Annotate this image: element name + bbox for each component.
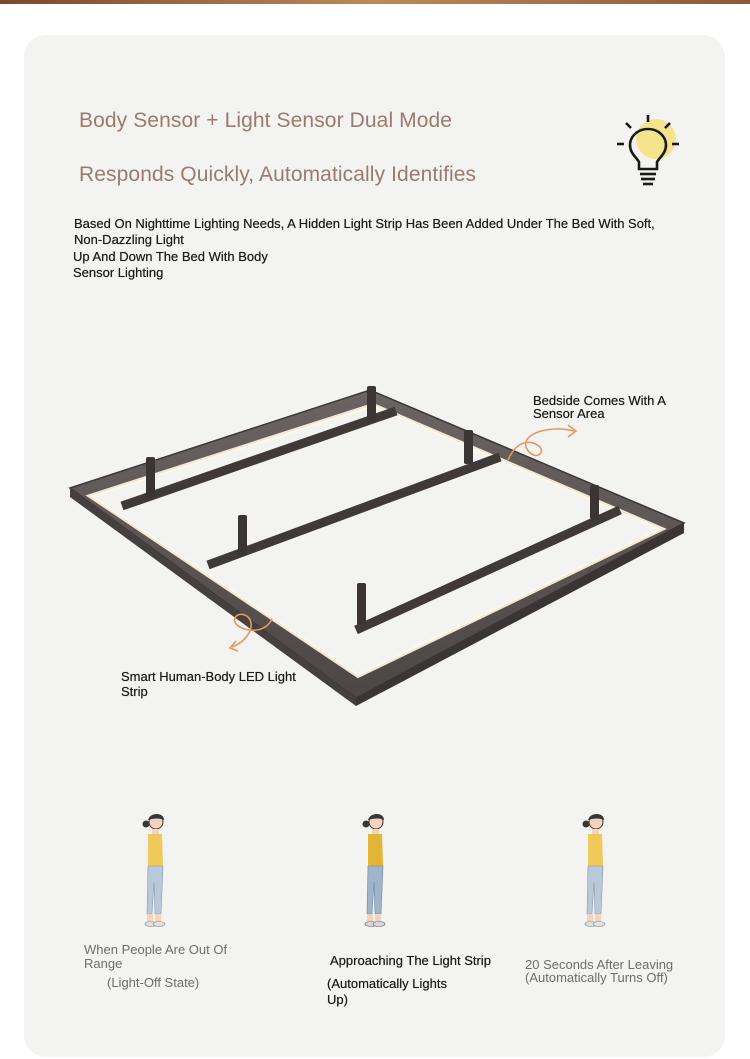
- person-figure-after-leaving: [578, 812, 618, 932]
- sensor-area-callout: Bedside Comes With A Sensor Area: [533, 393, 666, 421]
- feature-subtitle: Responds Quickly, Automatically Identifies: [79, 163, 477, 186]
- person-figure-approaching: [358, 812, 398, 932]
- led-strip-callout: Smart Human-Body LED Light Strip: [121, 669, 296, 699]
- state-after-leaving-title: 20 Seconds After Leaving (Automatically Turns Off): [525, 957, 674, 985]
- person-figure-out-of-range: [138, 812, 178, 932]
- feature-title: Body Sensor + Light Sensor Dual Mode: [79, 109, 453, 132]
- state-approaching-title: Approaching The Light Strip: [330, 953, 491, 968]
- description-paragraph-secondary: Up And Down The Bed With Body Sensor Lighting: [73, 249, 268, 280]
- bed-frame-opening: [90, 405, 662, 676]
- description-paragraph: Based On Nighttime Lighting Needs, A Hidden Light Strip Has Been Added Under The Bed With Soft, Non-Dazzling Light: [74, 216, 655, 247]
- state-approaching-subtitle: (Automatically Lights Up): [327, 976, 447, 1007]
- state-out-of-range-subtitle: (Light-Off State): [107, 975, 200, 990]
- top-decorative-strip: [0, 0, 750, 4]
- state-out-of-range-title: When People Are Out Of Range: [84, 942, 228, 971]
- lightbulb-icon: [612, 113, 684, 191]
- bed-frame-diagram: [60, 375, 700, 715]
